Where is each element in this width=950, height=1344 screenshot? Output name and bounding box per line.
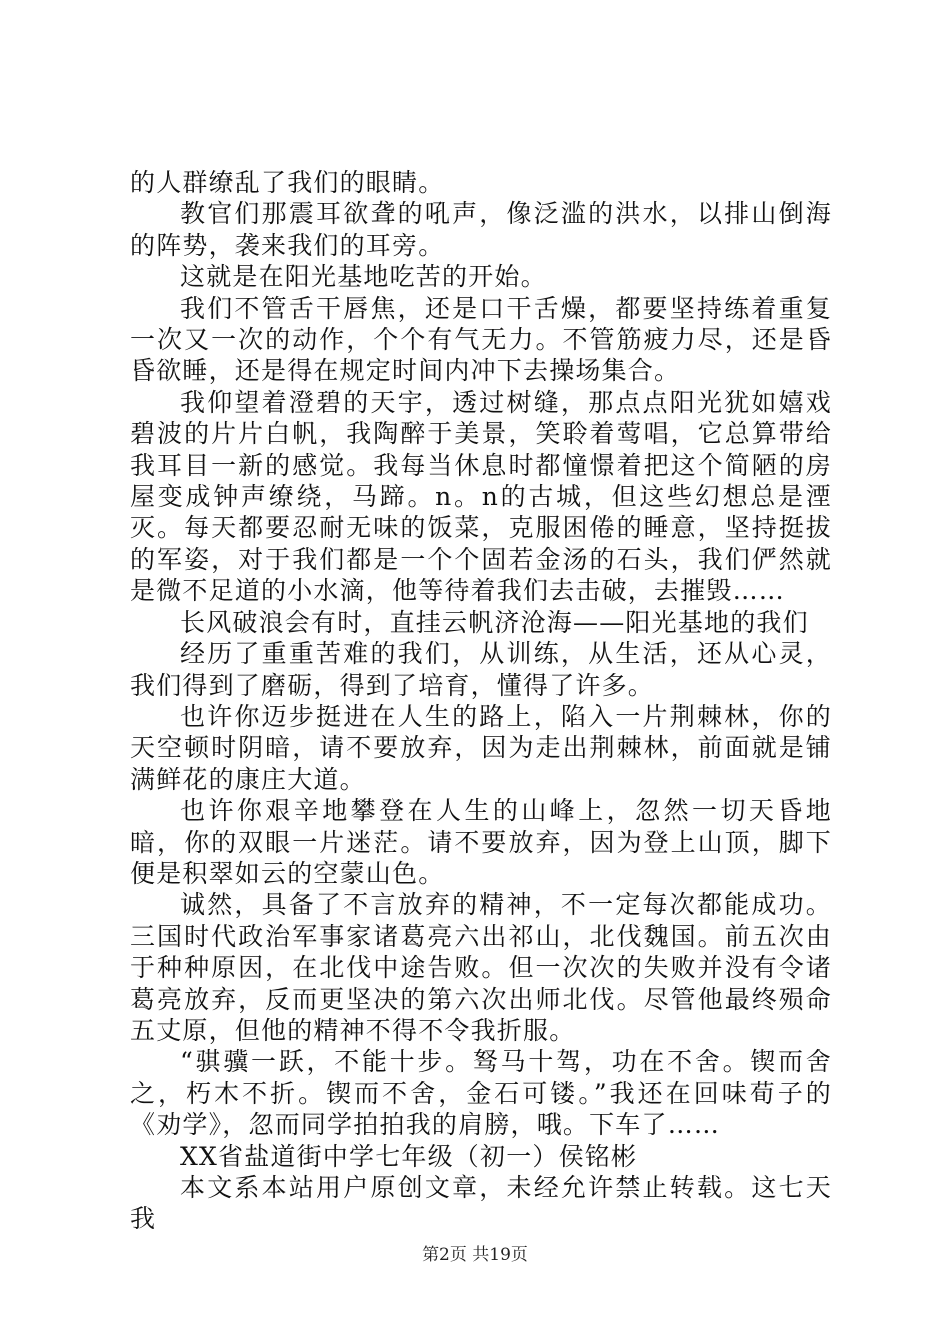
paragraph: 也许你迈步挺进在人生的路上，陷入一片荆棘林，你的天空顿时阴暗，请不要放弃，因为走出荆棘林，前面就是铺满鲜花的康庄大道。 — [130, 701, 832, 794]
author-line: XX省盐道街中学七年级（初一）侯铭彬 — [180, 1141, 638, 1171]
paragraph: 本文系本站用户原创文章，未经允许禁止转载。这七天我 — [130, 1173, 832, 1234]
paragraph: 经历了重重苦难的我们，从训练，从生活，还从心灵，我们得到了磨砺，得到了培育，懂得了许多。 — [130, 639, 832, 700]
paragraph: 这就是在阳光基地吃苦的开始。 — [180, 262, 547, 292]
page-footer: 第2页 共19页 — [422, 1245, 528, 1265]
quote-paragraph: “骐骥一跃，不能十步。驽马十驾，功在不舍。锲而舍之，朽木不折。锲而不舍，金石可镂。”我还在回味荀子的《劝学》，忽而同学拍拍我的肩膀，哦。下车了…… — [130, 1047, 832, 1140]
paragraph: 也许你艰辛地攀登在人生的山峰上，忽然一切天昏地暗，你的双眼一片迷茫。请不要放弃，因为登上山顶，脚下便是积翠如云的空蒙山色。 — [130, 796, 832, 888]
section-heading: 长风破浪会有时，直挂云帆济沧海——阳光基地的我们 — [180, 607, 809, 637]
paragraph: 我们不管舌干唇焦，还是口干舌燥，都要坚持练着重复一次又一次的动作，个个有气无力。不管筋疲力尽，还是昏昏欲睡，还是得在规定时间内冲下去操场集合。 — [130, 293, 832, 386]
paragraph: 我仰望着澄碧的天宇，透过树缝，那点点阳光犹如嬉戏碧波的片片白帆，我陶醉于美景，笑聆着莺唱，它总算带给我耳目一新的感觉。我每当休息时都憧憬着把这个简陋的房屋变成钟声缭绕，马蹄。n。n的古城，但这些幻想总是湮灭。每天都要忍耐无味的饭菜，克服困倦的睡意，坚持挺拔的军姿，对于我们都是一个个固若金汤的石头，我们俨然就是微不足道的小水滴，他等待着我们去击破，去摧毁…… — [130, 387, 832, 606]
paragraph: 教官们那震耳欲聋的吼声，像泛滥的洪水，以排山倒海的阵势，袭来我们的耳旁。 — [130, 199, 832, 260]
paragraph: 诚然，具备了不言放弃的精神，不一定每次都能成功。三国时代政治军事家诸葛亮六出祁山，北伐魏国。前五次由于种种原因，在北伐中途告败。但一次次的失败并没有令诸葛亮放弃，反而更坚决的第六次出师北伐。尽管他最终殒命五丈原，但他的精神不得不令我折服。 — [130, 890, 832, 1045]
paragraph: 的人群缭乱了我们的眼睛。 — [130, 168, 445, 197]
document-body — [130, 167, 832, 1235]
